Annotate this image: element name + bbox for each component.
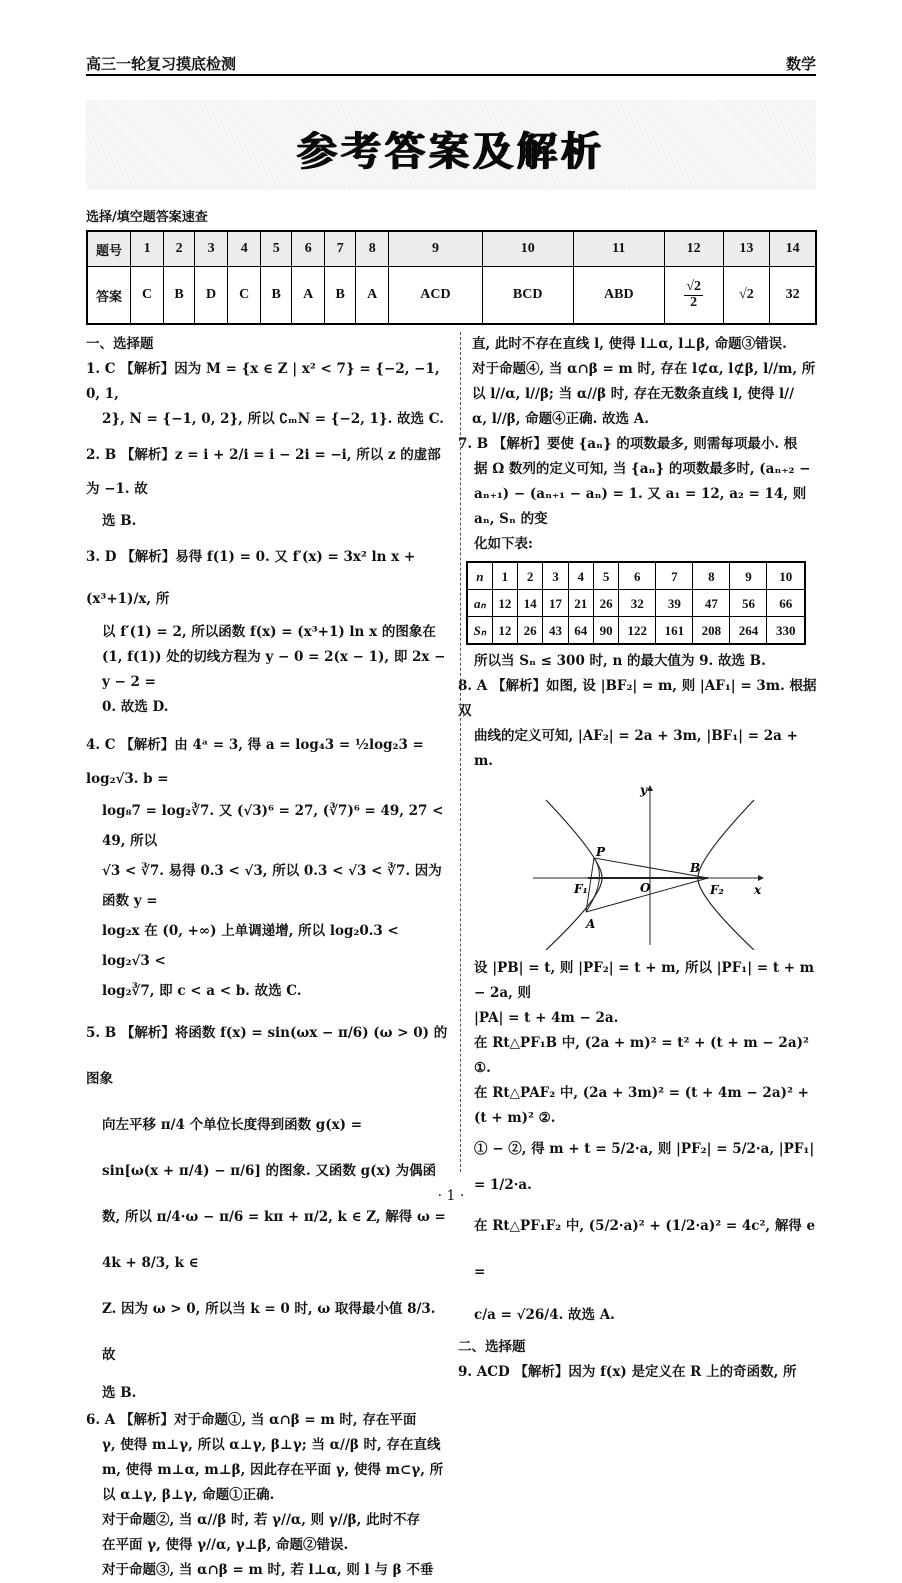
label-x: x [754, 883, 762, 897]
answer-row [87, 267, 816, 325]
page-header [86, 50, 816, 76]
text-line: 8. A 【解析】如图, 设 |BF₂| = m, 则 |AF₁| = 3m. 根据双 [458, 678, 817, 719]
table-cell: 32 [619, 590, 656, 617]
text-line: log₂∛7, 即 c < a < b. 故选 C. [102, 983, 302, 999]
left-column [86, 332, 448, 1583]
solution-q4 [86, 728, 448, 1006]
text-line: 选 B. [102, 1385, 137, 1401]
table-cell: 43 [543, 617, 568, 645]
text-line: 5. B 【解析】将函数 f(x) = sin(ωx − π/6) (ω > 0) 的图象 [86, 1025, 448, 1087]
table-cell: 26 [517, 617, 542, 645]
text-line: 在 Rt△PF₁B 中, (2a + m)² = t² + (t + m − 2a)² ①. [474, 1035, 809, 1076]
table-cell: 26 [593, 590, 618, 617]
text-line: 所以当 Sₙ ≤ 300 时, n 的最大值为 9. 故选 B. [474, 653, 766, 669]
question-number: 10 [482, 231, 573, 267]
table-cell: 7 [656, 562, 693, 590]
text-line: 6. A 【解析】对于命题①, 当 α∩β = m 时, 存在平面 [86, 1412, 417, 1428]
text-line: |PA| = t + 4m − 2a. [474, 1010, 619, 1026]
text-line: 曲线的定义可知, |AF₂| = 2a + 3m, |BF₁| = 2a + m. [474, 728, 798, 769]
solution-q6 [86, 1408, 448, 1583]
table-row [467, 617, 805, 645]
answer-cell: A [356, 267, 389, 325]
question-number: 13 [723, 231, 770, 267]
text-line: 以 α⊥γ, β⊥γ, 命题①正确. [102, 1487, 275, 1503]
text-line: 在平面 γ, 使得 γ//α, γ⊥β, 命题②错误. [102, 1537, 349, 1553]
text-line: 对于命题③, 当 α∩β = m 时, 若 l⊥α, 则 l 与 β 不垂 [102, 1562, 434, 1578]
table-cell: 330 [767, 617, 805, 645]
table-cell: 4 [568, 562, 593, 590]
subject-label: 数学 [785, 55, 816, 73]
text-line: Z. 因为 ω > 0, 所以当 k = 0 时, ω 取得最小值 8/3. 故 [102, 1301, 436, 1363]
quick-answers-table [86, 230, 817, 325]
text-line: 7. B 【解析】要使 {aₙ} 的项数最多, 则需每项最小. 根 [458, 436, 798, 452]
text-line: m, 使得 m⊥α, m⊥β, 因此存在平面 γ, 使得 m⊂γ, 所 [102, 1462, 444, 1478]
text-line: 9. ACD 【解析】因为 f(x) 是定义在 R 上的奇函数, 所 [458, 1364, 797, 1380]
text-line: 据 Ω 数列的定义可知, 当 {aₙ} 的项数最多时, (aₙ₊₂ − [474, 461, 811, 477]
text-line: 4. C 【解析】由 4ᵃ = 3, 得 a = log₄3 = ½log₂3 = log₂√3. b = [86, 737, 424, 787]
question-number: 3 [194, 231, 227, 267]
table-cell: 56 [730, 590, 767, 617]
exam-title: 高三一轮复习摸底检测 [86, 55, 237, 73]
solution-q6-continued [472, 332, 818, 432]
table-cell: 47 [693, 590, 730, 617]
label-p: P [596, 845, 606, 859]
solution-q9 [458, 1360, 818, 1385]
right-branch [698, 800, 754, 950]
text-line: 化如下表: [474, 536, 533, 552]
text-line: 0. 故选 D. [102, 699, 169, 715]
label-o: O [640, 881, 651, 895]
solution-q7 [458, 432, 818, 674]
label-y: y [640, 783, 647, 797]
text-line: γ, 使得 m⊥γ, 所以 α⊥γ, β⊥γ; 当 α//β 时, 存在直线 [102, 1437, 441, 1453]
page-number: · 1 · [437, 1188, 465, 1204]
text-line: log₂x 在 (0, +∞) 上单调递增, 所以 log₂0.3 < log₂√3 < [102, 923, 399, 969]
table-cell: 21 [568, 590, 593, 617]
label-f1: F₁ [574, 882, 588, 896]
text-line: 向左平移 π/4 个单位长度得到函数 g(x) = [102, 1117, 363, 1133]
table-cell: 12 [492, 617, 517, 645]
text-line: 对于命题④, 当 α∩β = m 时, 存在 l⊄α, l⊄β, l//m, 所 [472, 361, 816, 377]
section-heading: 二、选择题 [458, 1339, 526, 1355]
table-cell: 208 [693, 617, 730, 645]
hyperbola-figure [528, 780, 768, 950]
fraction [684, 280, 703, 310]
table-cell: 5 [593, 562, 618, 590]
text-line: α, l//β, 命题④正确. 故选 A. [472, 411, 649, 427]
question-number: 5 [261, 231, 292, 267]
question-number: 2 [164, 231, 195, 267]
question-number: 12 [664, 231, 723, 267]
text-line: 以 f′(1) = 2, 所以函数 f(x) = (x³+1) ln x 的图象在 [102, 624, 436, 640]
table-row [467, 562, 805, 590]
answer-cell: √2 [723, 267, 770, 325]
table-cell: 12 [492, 590, 517, 617]
solution-q5 [86, 1010, 448, 1408]
table-cell: 64 [568, 617, 593, 645]
text-line: 选 B. [102, 513, 137, 529]
question-number: 7 [325, 231, 356, 267]
text-line: 在 Rt△PF₁F₂ 中, (5/2·a)² + (1/2·a)² = 4c², 解得 e = [474, 1218, 816, 1280]
table-cell: 1 [492, 562, 517, 590]
text-line: 3. D 【解析】易得 f(1) = 0. 又 f′(x) = 3x² ln x + (x³+1)/x, 所 [86, 549, 416, 607]
text-line: 直, 此时不存在直线 l, 使得 l⊥α, l⊥β, 命题③错误. [472, 336, 787, 352]
text-line: 以 l//α, l//β; 当 α//β 时, 存在无数条直线 l, 使得 l// [472, 386, 795, 402]
row-header: Sₙ [467, 617, 492, 645]
text-line: 2}, N = {−1, 0, 2}, 所以 ∁ₘN = {−2, 1}. 故选 C. [102, 411, 444, 427]
banner-title: 参考答案及解析 [297, 129, 605, 175]
text-line: 在 Rt△PAF₂ 中, (2a + 3m)² = (t + 4m − 2a)² + (t + m)² ②. [474, 1085, 809, 1126]
question-number: 6 [292, 231, 325, 267]
answer-cell: B [325, 267, 356, 325]
text-line: 数, 所以 π/4·ω − π/6 = kπ + π/2, k ∈ Z, 解得 ω = 4k + 8/3, k ∈ [102, 1209, 446, 1271]
right-column [458, 332, 818, 1385]
text-line: 设 |PB| = t, 则 |PF₂| = t + m, 所以 |PF₁| = t + m − 2a, 则 [474, 960, 815, 1001]
answer-row-label: 答案 [87, 267, 131, 325]
solution-q1 [86, 357, 448, 432]
answer-cell-fraction [664, 267, 723, 325]
solution-q2 [86, 438, 448, 536]
label-f2: F₂ [710, 883, 724, 897]
answer-cell: D [194, 267, 227, 325]
table-cell: 264 [730, 617, 767, 645]
table-cell: 161 [656, 617, 693, 645]
text-line: 1. C 【解析】因为 M = {x ∈ Z | x² < 7} = {−2, −1, 0, 1, [86, 361, 440, 402]
section-heading: 一、选择题 [86, 336, 154, 352]
label-b: B [690, 861, 701, 875]
text-line: sin[ω(x + π/4) − π/6] 的图象. 又函数 g(x) 为偶函 [102, 1163, 437, 1179]
table-cell: 90 [593, 617, 618, 645]
solution-q8 [458, 674, 818, 1335]
question-number: 9 [389, 231, 482, 267]
question-number: 1 [131, 231, 164, 267]
numerator: √2 [686, 278, 701, 294]
question-row [87, 231, 816, 267]
question-number: 8 [356, 231, 389, 267]
text-line: ① − ②, 得 m + t = 5/2·a, 则 |PF₂| = 5/2·a, |PF₁| = 1/2·a. [474, 1141, 815, 1193]
solution-q3 [86, 536, 448, 720]
table-cell: 17 [543, 590, 568, 617]
answer-cell: ABD [573, 267, 664, 325]
table-cell: 2 [517, 562, 542, 590]
question-row-label: 题号 [87, 231, 131, 267]
answer-cell: ACD [389, 267, 482, 325]
question-number: 11 [573, 231, 664, 267]
answer-cell: 32 [770, 267, 816, 325]
hyperbola-diagram [528, 780, 768, 950]
table-cell: 10 [767, 562, 805, 590]
answer-cell: B [164, 267, 195, 325]
table-cell: 8 [693, 562, 730, 590]
table-cell: 14 [517, 590, 542, 617]
row-header: n [467, 562, 492, 590]
table-cell: 6 [619, 562, 656, 590]
table-cell: 3 [543, 562, 568, 590]
question-number: 4 [228, 231, 261, 267]
table-cell: 9 [730, 562, 767, 590]
table-cell: 39 [656, 590, 693, 617]
sequence-table [466, 561, 806, 645]
answer-cell: BCD [482, 267, 573, 325]
row-header: aₙ [467, 590, 492, 617]
label-a: A [586, 917, 596, 931]
text-line: log₈7 = log₂∛7. 又 (√3)⁶ = 27, (∛7)⁶ = 49, 27 < 49, 所以 [102, 803, 444, 849]
question-number: 14 [770, 231, 816, 267]
text-line: 2. B 【解析】z = i + 2/i = i − 2i = −i, 所以 z 的虚部为 −1. 故 [86, 447, 441, 497]
table-row [467, 590, 805, 617]
denominator: 2 [690, 294, 698, 310]
text-line: aₙ₊₁) − (aₙ₊₁ − aₙ) = 1. 又 a₁ = 12, a₂ = 14, 则 aₙ, Sₙ 的变 [474, 486, 807, 527]
quick-answers-title: 选择/填空题答案速查 [86, 210, 208, 225]
answer-cell: C [131, 267, 164, 325]
title-banner [86, 100, 816, 190]
text-line: √3 < ∛7. 易得 0.3 < √3, 所以 0.3 < √3 < ∛7. 因为函数 y = [102, 863, 442, 909]
text-line: 对于命题②, 当 α//β 时, 若 γ//α, 则 γ//β, 此时不存 [102, 1512, 421, 1528]
answer-cell: A [292, 267, 325, 325]
answer-cell: B [261, 267, 292, 325]
table-cell: 66 [767, 590, 805, 617]
text-line: (1, f(1)) 处的切线方程为 y − 0 = 2(x − 1), 即 2x − y − 2 = [102, 649, 446, 690]
text-line: c/a = √26/4. 故选 A. [474, 1307, 615, 1323]
answer-cell: C [228, 267, 261, 325]
table-cell: 122 [619, 617, 656, 645]
